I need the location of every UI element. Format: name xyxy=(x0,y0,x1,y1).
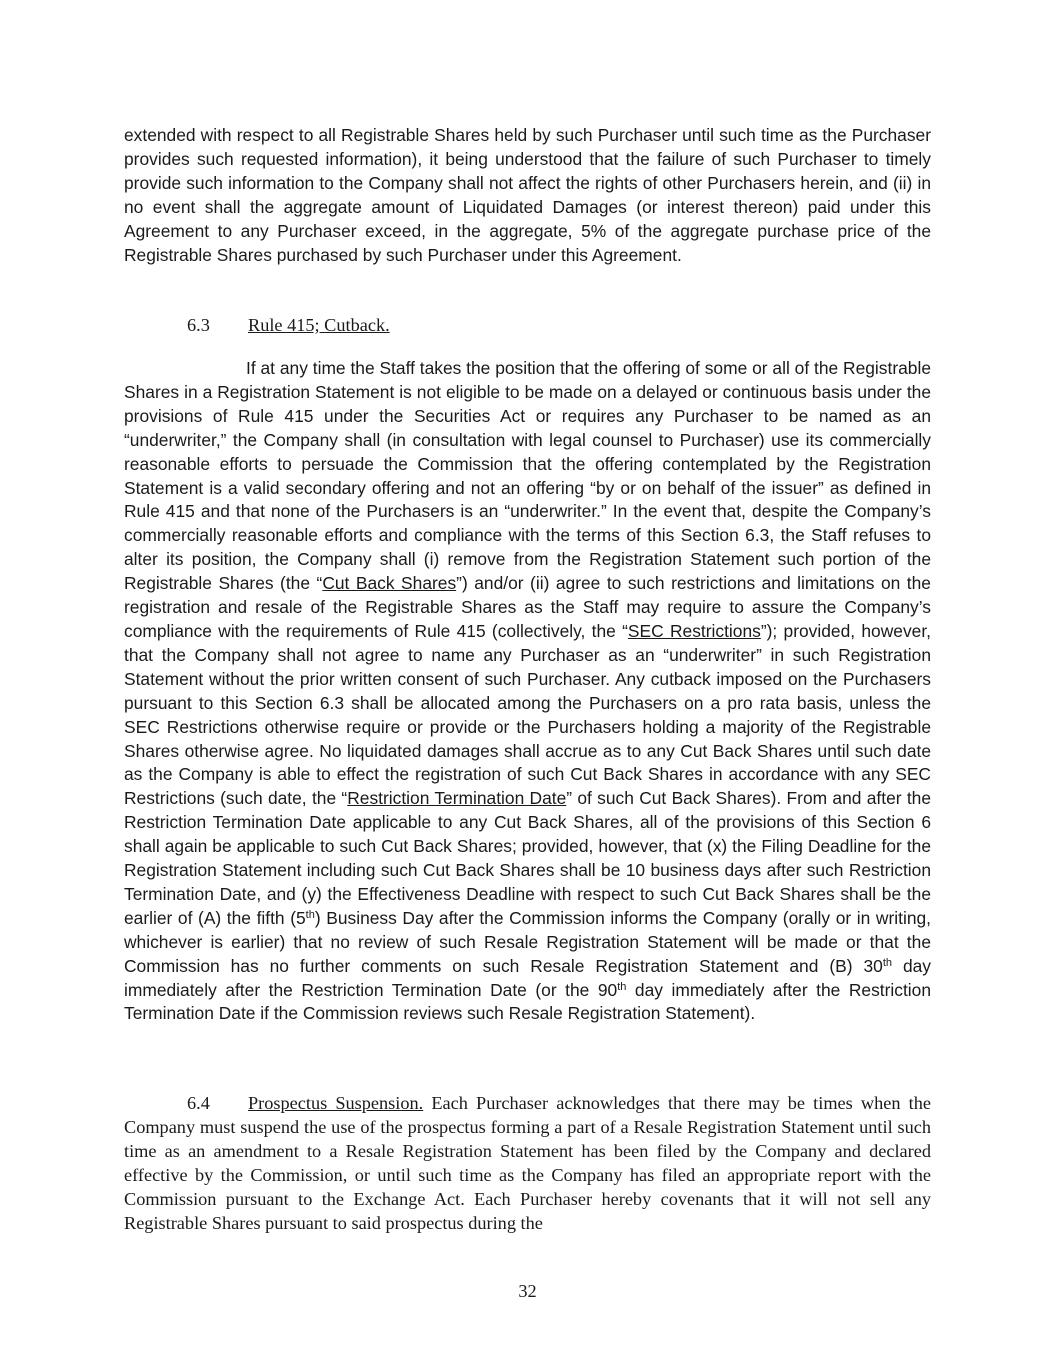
section-6-3-body xyxy=(124,357,931,1026)
section-6-3-text-7: day immediately after the Restriction Termination Date if the Commission reviews such Resale Registration Statement). xyxy=(124,979,931,1024)
section-6-4-body: Each Purchaser acknowledges that there may be times when the Company must suspend the use of the prospectus forming a part of a Resale Registration Statement until such time as an amendment to a Resale Registration Statement has been filed by the Company and declared effective by the Commission, or until such time as the Company has filed an appropriate report with the Commission pursuant to the Exchange Act. Each Purchaser hereby covenants that it will not sell any Registrable Shares pursuant to said prospectus during the xyxy=(124,1093,931,1233)
superscript-th-1: th xyxy=(305,908,315,921)
section-6-3-text-5: ) Business Day after the Commission informs the Company (orally or in writing, whichever is earlier) that no review of such Resale Registration Statement will be made or that the Commission has no further comments on such Resale Registration Statement and (B) 30 xyxy=(124,907,931,976)
section-6-4-paragraph xyxy=(124,1092,931,1235)
continuation-paragraph xyxy=(124,124,931,267)
section-6-3-number: 6.3 xyxy=(187,315,210,335)
section-6-3-paragraph xyxy=(124,357,931,1026)
section-6-3-text-4: ” of such Cut Back Shares). From and after the Restriction Termination Date applicable to any Cut Back Shares, all of the provisions of this Section 6 shall again be applicable to such Cut Back Shares; provided, however, that (x) the Filing Deadline for the Registration Statement including such Cut Back Shares shall be 10 business days after such Restriction Termination Date, and (y) the Effectiveness Deadline with respect to such Cut Back Shares shall be the earlier of (A) the fifth (5 xyxy=(124,788,932,928)
section-6-4 xyxy=(124,1092,931,1235)
superscript-th-3: th xyxy=(617,980,627,993)
section-6-3-title: Rule 415; Cutback. xyxy=(248,315,390,335)
continuation-text: extended with respect to all Registrable Shares held by such Purchaser until such time as the Purchaser provides such requested information), it being understood that the failure of such Purchaser to timely provide such information to the Company shall not affect the rights of other Purchasers herein, and (ii) in no event shall the aggregate amount of Liquidated Damages (or interest thereon) paid under this Agreement to any Purchaser exceed, in the aggregate, 5% of the aggregate purchase price of the Registrable Shares purchased by such Purchaser under this Agreement. xyxy=(124,125,931,265)
section-6-3-text-3: ”); provided, however, that the Company shall not agree to name any Purchaser as an “underwriter” in such Registration Statement without the prior written consent of such Purchaser. Any cutback imposed on the Purchasers pursuant to this Section 6.3 shall be allocated among the Purchasers on a pro rata basis, unless the SEC Restrictions otherwise require or provide or the Purchasers holding a majority of the Registrable Shares otherwise agree. No liquidated damages shall accrue as to any Cut Back Shares until such date as the Company is able to effect the registration of such Cut Back Shares in accordance with any SEC Restrictions (such date, the “ xyxy=(124,620,931,809)
defined-term-sec-restrictions: SEC Restrictions xyxy=(627,620,761,641)
section-6-4-title: Prospectus Suspension. xyxy=(248,1093,424,1113)
defined-term-restriction-termination-date: Restriction Termination Date xyxy=(347,788,567,809)
page-number: 32 xyxy=(518,1281,537,1301)
section-6-3-text-2: ”) and/or (ii) agree to such restrictions and limitations on the registration and resale of the Registrable Shares as the Staff may require to assure the Company’s compliance with the requirements of Rule 415 (collectively, the “ xyxy=(124,573,931,641)
defined-term-cut-back-shares: Cut Back Shares xyxy=(322,573,457,594)
section-6-3-text-6: day immediately after the Restriction Termination Date (or the 90 xyxy=(124,955,931,1000)
section-6-4-number: 6.4 xyxy=(187,1093,210,1113)
section-6-3-heading xyxy=(187,313,390,337)
section-6-3-text-1: If at any time the Staff takes the position that the offering of some or all of the Registrable Shares in a Registration Statement is not eligible to be made on a delayed or continuous basis under the provisions of Rule 415 under the Securities Act or requires any Purchaser to be named as an “underwriter,” the Company shall (in consultation with legal counsel to Purchaser) use its commercially reasonable efforts to persuade the Commission that the offering contemplated by the Registration Statement is a valid secondary offering and not an offering “by or on behalf of the issuer” as defined in Rule 415 and that none of the Purchasers is an “underwriter.” In the event that, despite the Company’s commercially reasonable efforts and compliance with the terms of this Section 6.3, the Staff refuses to alter its position, the Company shall (i) remove from the Registration Statement such portion of the Registrable Shares (the “ xyxy=(124,358,931,594)
superscript-th-2: th xyxy=(882,956,892,969)
